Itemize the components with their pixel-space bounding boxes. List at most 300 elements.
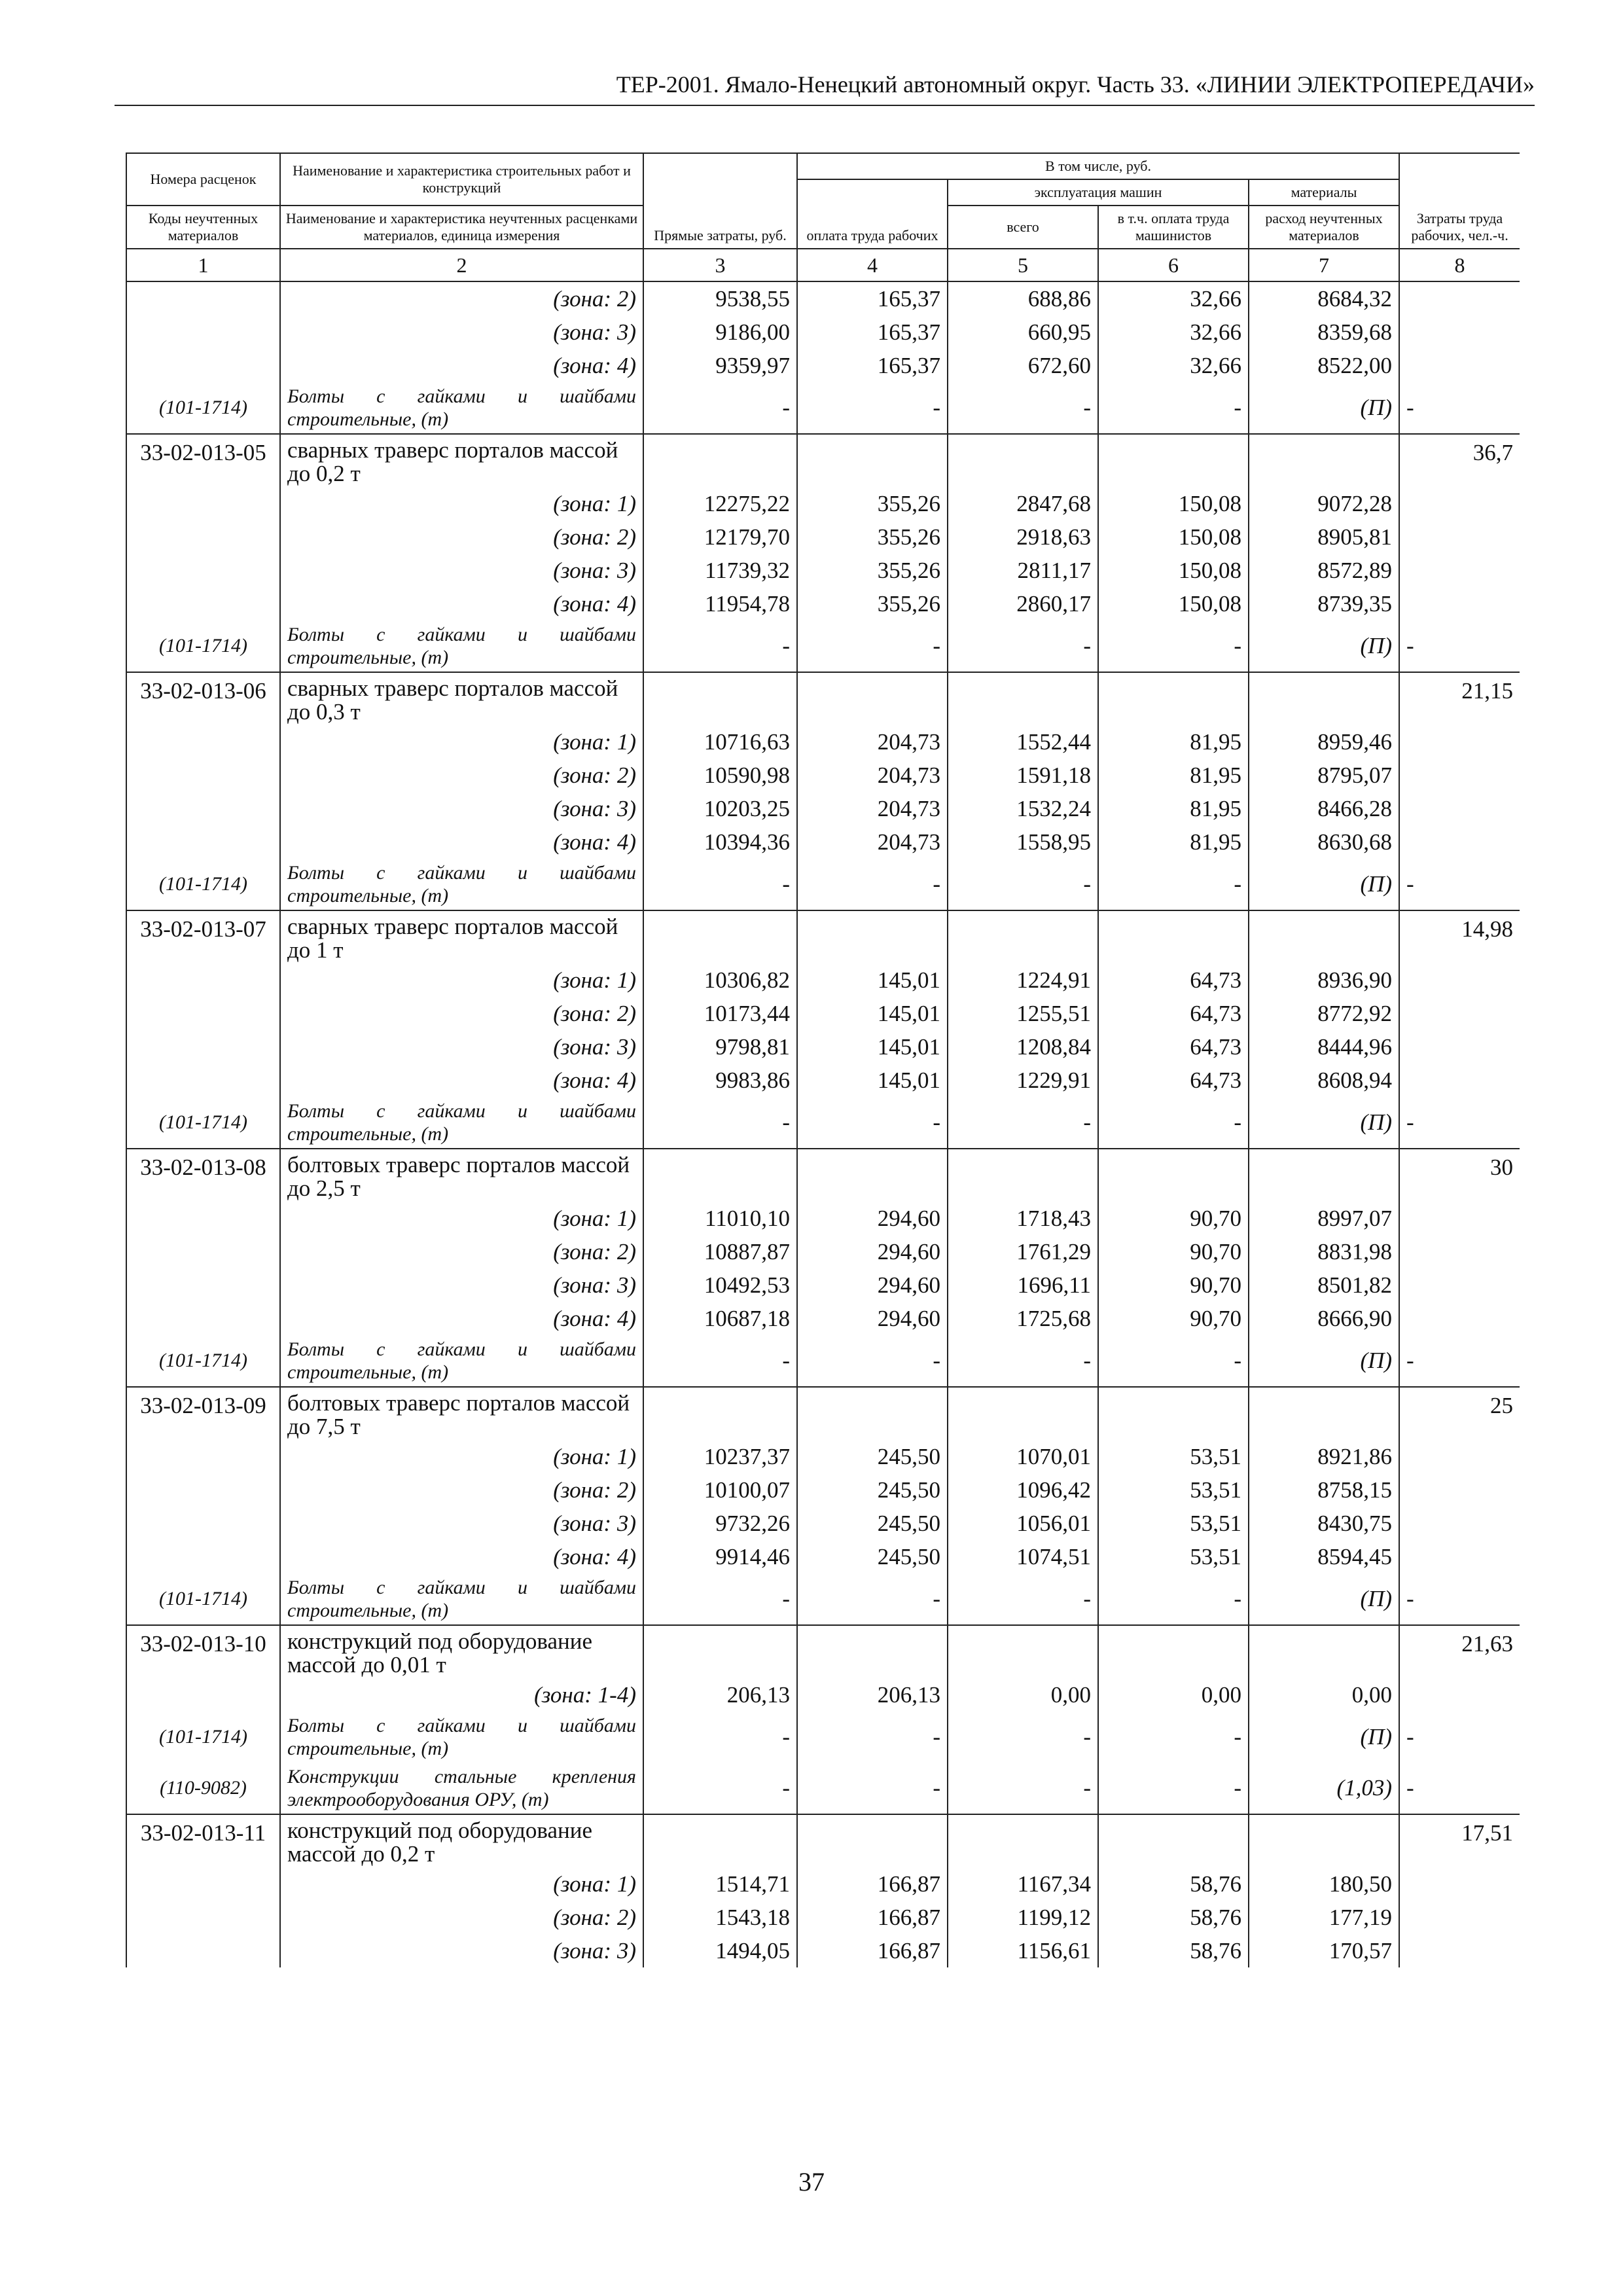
- zone-label: (зона: 1): [280, 1202, 643, 1235]
- dash-cell: -: [797, 1712, 948, 1763]
- col5-header: всего: [948, 206, 1098, 249]
- labor-wage-cell: 204,73: [797, 825, 948, 859]
- empty-cell: [948, 1625, 1098, 1678]
- zone-row: [126, 997, 1520, 1030]
- materials-header: материалы: [1249, 179, 1399, 206]
- material-row: [126, 859, 1520, 910]
- machine-total-cell: 1532,24: [948, 792, 1098, 825]
- direct-cost-cell: 10237,37: [643, 1440, 797, 1473]
- zone-row: [126, 520, 1520, 554]
- column-number: 4: [797, 249, 948, 281]
- zone-row: [126, 1235, 1520, 1268]
- dash-cell: -: [948, 382, 1098, 434]
- empty-cell: [126, 554, 280, 587]
- materials-cost-cell: 8758,15: [1249, 1473, 1399, 1507]
- empty-cell: [126, 825, 280, 859]
- rate-entry-row: [126, 1149, 1520, 1202]
- zone-label: (зона: 1-4): [280, 1678, 643, 1712]
- labor-wage-cell: 294,60: [797, 1302, 948, 1335]
- empty-cell: [1098, 434, 1249, 487]
- machine-total-cell: 2811,17: [948, 554, 1098, 587]
- zone-row: [126, 1540, 1520, 1573]
- material-row: [126, 620, 1520, 672]
- machine-total-cell: 1156,61: [948, 1934, 1098, 1967]
- machine-total-cell: 1255,51: [948, 997, 1098, 1030]
- machine-total-cell: 1199,12: [948, 1901, 1098, 1934]
- machinist-wage-cell: 90,70: [1098, 1268, 1249, 1302]
- empty-cell: [126, 1030, 280, 1064]
- labor-wage-cell: 204,73: [797, 725, 948, 759]
- machinist-wage-cell: 64,73: [1098, 1064, 1249, 1097]
- materials-cost-cell: 0,00: [1249, 1678, 1399, 1712]
- dash-cell: -: [948, 1573, 1098, 1625]
- work-name: сварных траверс порталов массой до 0,3 т: [280, 672, 643, 725]
- machine-total-cell: 1558,95: [948, 825, 1098, 859]
- col1-header-top: Номера расценок: [126, 153, 280, 206]
- empty-cell: [1399, 759, 1520, 792]
- zone-label: (зона: 3): [280, 1507, 643, 1540]
- zone-row: [126, 1934, 1520, 1967]
- zone-label: (зона: 1): [280, 725, 643, 759]
- empty-cell: [797, 1625, 948, 1678]
- dash-cell: -: [643, 382, 797, 434]
- dash-cell: -: [797, 620, 948, 672]
- zone-row: [126, 1268, 1520, 1302]
- dash-cell: -: [797, 382, 948, 434]
- machine-total-cell: 2860,17: [948, 587, 1098, 620]
- empty-cell: [126, 1302, 280, 1335]
- dash-cell: -: [1399, 859, 1520, 910]
- empty-cell: [1399, 1934, 1520, 1967]
- dash-cell: -: [643, 1712, 797, 1763]
- direct-cost-cell: 12275,22: [643, 487, 797, 520]
- dash-cell: -: [948, 859, 1098, 910]
- work-name: болтовых траверс порталов массой до 2,5 т: [280, 1149, 643, 1202]
- materials-cost-cell: 8959,46: [1249, 725, 1399, 759]
- empty-cell: [797, 910, 948, 963]
- dash-cell: -: [1399, 1763, 1520, 1814]
- dash-cell: -: [1399, 382, 1520, 434]
- col2-header-top: Наименование и характеристика строительных работ и конструкций: [280, 153, 643, 206]
- material-code: (101-1714): [126, 620, 280, 672]
- direct-cost-cell: 9538,55: [643, 281, 797, 315]
- zone-label: (зона: 4): [280, 349, 643, 382]
- material-name: Болты с гайками и шайбами строительные, (т): [280, 859, 643, 910]
- col3-header: Прямые затраты, руб.: [643, 153, 797, 249]
- dash-cell: -: [1399, 620, 1520, 672]
- material-row: [126, 382, 1520, 434]
- dash-cell: -: [797, 1097, 948, 1149]
- empty-cell: [1399, 997, 1520, 1030]
- dash-cell: -: [1098, 1763, 1249, 1814]
- machinist-wage-cell: 90,70: [1098, 1235, 1249, 1268]
- empty-cell: [948, 910, 1098, 963]
- zone-row: [126, 587, 1520, 620]
- material-name: Болты с гайками и шайбами строительные, (т): [280, 1335, 643, 1387]
- labor-hours: 17,51: [1399, 1814, 1520, 1867]
- labor-wage-cell: 165,37: [797, 315, 948, 349]
- zone-label: (зона: 2): [280, 997, 643, 1030]
- empty-cell: [1399, 315, 1520, 349]
- empty-cell: [643, 1387, 797, 1440]
- machinist-wage-cell: 64,73: [1098, 997, 1249, 1030]
- materials-cost-cell: 8572,89: [1249, 554, 1399, 587]
- labor-wage-cell: 355,26: [797, 554, 948, 587]
- labor-wage-cell: 294,60: [797, 1202, 948, 1235]
- dash-cell: -: [1098, 620, 1249, 672]
- rate-code: 33-02-013-05: [126, 434, 280, 487]
- dash-cell: -: [643, 859, 797, 910]
- empty-cell: [1399, 1202, 1520, 1235]
- empty-cell: [1098, 1387, 1249, 1440]
- header-rule: [115, 105, 1535, 106]
- empty-cell: [948, 1387, 1098, 1440]
- zone-row: [126, 1901, 1520, 1934]
- labor-wage-cell: 165,37: [797, 349, 948, 382]
- materials-cost-cell: 9072,28: [1249, 487, 1399, 520]
- materials-cost-cell: 8905,81: [1249, 520, 1399, 554]
- material-quantity: (П): [1249, 1097, 1399, 1149]
- machinist-wage-cell: 150,08: [1098, 487, 1249, 520]
- dash-cell: -: [948, 1712, 1098, 1763]
- empty-cell: [1249, 1149, 1399, 1202]
- work-name: конструкций под оборудование массой до 0,2 т: [280, 1814, 643, 1867]
- machinist-wage-cell: 150,08: [1098, 554, 1249, 587]
- empty-cell: [1098, 672, 1249, 725]
- empty-cell: [1098, 1149, 1249, 1202]
- zone-row: [126, 963, 1520, 997]
- zone-label: (зона: 3): [280, 1030, 643, 1064]
- empty-cell: [1399, 1901, 1520, 1934]
- direct-cost-cell: 9914,46: [643, 1540, 797, 1573]
- materials-cost-cell: 8684,32: [1249, 281, 1399, 315]
- table-header: [126, 153, 1520, 281]
- empty-cell: [126, 1202, 280, 1235]
- empty-cell: [1399, 1867, 1520, 1901]
- machine-total-cell: 1591,18: [948, 759, 1098, 792]
- machine-total-cell: 672,60: [948, 349, 1098, 382]
- empty-cell: [1399, 587, 1520, 620]
- labor-wage-cell: 204,73: [797, 792, 948, 825]
- direct-cost-cell: 11739,32: [643, 554, 797, 587]
- zone-label: (зона: 2): [280, 1901, 643, 1934]
- machine-total-cell: 1074,51: [948, 1540, 1098, 1573]
- material-row: [126, 1712, 1520, 1763]
- empty-cell: [126, 281, 280, 315]
- direct-cost-cell: 206,13: [643, 1678, 797, 1712]
- zone-row: [126, 1064, 1520, 1097]
- rate-entry-row: [126, 672, 1520, 725]
- empty-cell: [126, 1540, 280, 1573]
- materials-cost-cell: 8466,28: [1249, 792, 1399, 825]
- zone-label: (зона: 1): [280, 1867, 643, 1901]
- zone-row: [126, 315, 1520, 349]
- empty-cell: [1399, 520, 1520, 554]
- dash-cell: -: [797, 859, 948, 910]
- material-name: Конструкции стальные крепления электрооборудования ОРУ, (т): [280, 1763, 643, 1814]
- empty-cell: [1399, 1030, 1520, 1064]
- material-code: (101-1714): [126, 382, 280, 434]
- zone-row: [126, 792, 1520, 825]
- materials-cost-cell: 8430,75: [1249, 1507, 1399, 1540]
- rate-entry-row: [126, 910, 1520, 963]
- zone-row: [126, 1678, 1520, 1712]
- zone-row: [126, 1302, 1520, 1335]
- dash-cell: -: [643, 620, 797, 672]
- labor-wage-cell: 245,50: [797, 1540, 948, 1573]
- machine-total-cell: 1167,34: [948, 1867, 1098, 1901]
- labor-wage-cell: 166,87: [797, 1934, 948, 1967]
- zone-label: (зона: 3): [280, 315, 643, 349]
- labor-hours: 36,7: [1399, 434, 1520, 487]
- dash-cell: -: [1399, 1573, 1520, 1625]
- zone-row: [126, 759, 1520, 792]
- empty-cell: [1399, 1540, 1520, 1573]
- empty-cell: [126, 487, 280, 520]
- empty-cell: [643, 1625, 797, 1678]
- material-name: Болты с гайками и шайбами строительные, (т): [280, 1097, 643, 1149]
- materials-cost-cell: 8608,94: [1249, 1064, 1399, 1097]
- empty-cell: [126, 1235, 280, 1268]
- empty-cell: [643, 1149, 797, 1202]
- dash-cell: -: [1399, 1335, 1520, 1387]
- machinist-wage-cell: 64,73: [1098, 1030, 1249, 1064]
- empty-cell: [126, 1268, 280, 1302]
- dash-cell: -: [948, 620, 1098, 672]
- column-number: 3: [643, 249, 797, 281]
- empty-cell: [643, 434, 797, 487]
- materials-cost-cell: 8831,98: [1249, 1235, 1399, 1268]
- direct-cost-cell: 11010,10: [643, 1202, 797, 1235]
- dash-cell: -: [643, 1763, 797, 1814]
- material-code: (101-1714): [126, 1573, 280, 1625]
- column-number: 8: [1399, 249, 1520, 281]
- empty-cell: [948, 1814, 1098, 1867]
- zone-label: (зона: 4): [280, 1064, 643, 1097]
- dash-cell: -: [1098, 1097, 1249, 1149]
- empty-cell: [797, 1387, 948, 1440]
- rate-code: 33-02-013-06: [126, 672, 280, 725]
- labor-hours: 14,98: [1399, 910, 1520, 963]
- group-header: В том числе, руб.: [797, 153, 1399, 179]
- direct-cost-cell: 10590,98: [643, 759, 797, 792]
- direct-cost-cell: 10100,07: [643, 1473, 797, 1507]
- empty-cell: [1249, 1625, 1399, 1678]
- zone-label: (зона: 3): [280, 1934, 643, 1967]
- empty-cell: [1249, 672, 1399, 725]
- rate-entry-row: [126, 1625, 1520, 1678]
- material-name: Болты с гайками и шайбами строительные, (т): [280, 1712, 643, 1763]
- direct-cost-cell: 10394,36: [643, 825, 797, 859]
- labor-wage-cell: 245,50: [797, 1507, 948, 1540]
- materials-cost-cell: 8594,45: [1249, 1540, 1399, 1573]
- direct-cost-cell: 10306,82: [643, 963, 797, 997]
- empty-cell: [126, 792, 280, 825]
- material-quantity: (П): [1249, 1712, 1399, 1763]
- machine-total-cell: 1208,84: [948, 1030, 1098, 1064]
- empty-cell: [126, 1867, 280, 1901]
- zone-row: [126, 1030, 1520, 1064]
- machinist-wage-cell: 150,08: [1098, 587, 1249, 620]
- direct-cost-cell: 10716,63: [643, 725, 797, 759]
- material-code: (101-1714): [126, 859, 280, 910]
- table-body: [126, 281, 1520, 1967]
- direct-cost-cell: 10203,25: [643, 792, 797, 825]
- empty-cell: [948, 434, 1098, 487]
- zone-label: (зона: 1): [280, 963, 643, 997]
- materials-cost-cell: 8444,96: [1249, 1030, 1399, 1064]
- labor-hours: 21,63: [1399, 1625, 1520, 1678]
- materials-cost-cell: 8359,68: [1249, 315, 1399, 349]
- machine-total-cell: 2847,68: [948, 487, 1098, 520]
- rate-code: 33-02-013-10: [126, 1625, 280, 1678]
- empty-cell: [126, 1934, 280, 1967]
- empty-cell: [126, 315, 280, 349]
- material-name: Болты с гайками и шайбами строительные, (т): [280, 382, 643, 434]
- dash-cell: -: [643, 1335, 797, 1387]
- rate-entry-row: [126, 434, 1520, 487]
- machine-total-cell: 1229,91: [948, 1064, 1098, 1097]
- empty-cell: [797, 672, 948, 725]
- empty-cell: [126, 1901, 280, 1934]
- work-name: сварных траверс порталов массой до 0,2 т: [280, 434, 643, 487]
- material-row: [126, 1335, 1520, 1387]
- zone-label: (зона: 1): [280, 487, 643, 520]
- zone-row: [126, 487, 1520, 520]
- materials-cost-cell: 8921,86: [1249, 1440, 1399, 1473]
- rate-entry-row: [126, 1387, 1520, 1440]
- machinist-wage-cell: 32,66: [1098, 281, 1249, 315]
- material-code: (101-1714): [126, 1712, 280, 1763]
- col2-header-bottom: Наименование и характеристика неучтенных расценками материалов, единица измерения: [280, 206, 643, 249]
- machinist-wage-cell: 81,95: [1098, 825, 1249, 859]
- zone-row: [126, 1507, 1520, 1540]
- machinist-wage-cell: 53,51: [1098, 1507, 1249, 1540]
- labor-wage-cell: 294,60: [797, 1235, 948, 1268]
- dash-cell: -: [1098, 1712, 1249, 1763]
- machinist-wage-cell: 90,70: [1098, 1202, 1249, 1235]
- materials-cost-cell: 170,57: [1249, 1934, 1399, 1967]
- labor-wage-cell: 355,26: [797, 487, 948, 520]
- materials-cost-cell: 8501,82: [1249, 1268, 1399, 1302]
- empty-cell: [126, 759, 280, 792]
- work-name: сварных траверс порталов массой до 1 т: [280, 910, 643, 963]
- machinist-wage-cell: 53,51: [1098, 1440, 1249, 1473]
- empty-cell: [126, 349, 280, 382]
- material-quantity: (П): [1249, 382, 1399, 434]
- material-row: [126, 1573, 1520, 1625]
- zone-row: [126, 349, 1520, 382]
- direct-cost-cell: 11954,78: [643, 587, 797, 620]
- labor-wage-cell: 355,26: [797, 520, 948, 554]
- empty-cell: [1399, 487, 1520, 520]
- material-quantity: (П): [1249, 1573, 1399, 1625]
- empty-cell: [126, 1440, 280, 1473]
- machinist-wage-cell: 58,76: [1098, 1901, 1249, 1934]
- zone-label: (зона: 1): [280, 1440, 643, 1473]
- empty-cell: [1249, 910, 1399, 963]
- labor-wage-cell: 355,26: [797, 587, 948, 620]
- empty-cell: [126, 1473, 280, 1507]
- empty-cell: [1098, 1814, 1249, 1867]
- empty-cell: [1399, 1064, 1520, 1097]
- empty-cell: [797, 1149, 948, 1202]
- machinist-wage-cell: 81,95: [1098, 759, 1249, 792]
- empty-cell: [1399, 281, 1520, 315]
- empty-cell: [1399, 1678, 1520, 1712]
- materials-cost-cell: 8666,90: [1249, 1302, 1399, 1335]
- labor-wage-cell: 145,01: [797, 1030, 948, 1064]
- empty-cell: [1249, 1387, 1399, 1440]
- material-code: (101-1714): [126, 1335, 280, 1387]
- labor-wage-cell: 145,01: [797, 997, 948, 1030]
- labor-wage-cell: 245,50: [797, 1473, 948, 1507]
- dash-cell: -: [797, 1573, 948, 1625]
- empty-cell: [1249, 1814, 1399, 1867]
- dash-cell: -: [1098, 382, 1249, 434]
- rate-code: 33-02-013-08: [126, 1149, 280, 1202]
- materials-cost-cell: 8630,68: [1249, 825, 1399, 859]
- empty-cell: [126, 963, 280, 997]
- labor-hours: 25: [1399, 1387, 1520, 1440]
- column-number: 1: [126, 249, 280, 281]
- column-number: 5: [948, 249, 1098, 281]
- zone-label: (зона: 4): [280, 1540, 643, 1573]
- material-quantity: (1,03): [1249, 1763, 1399, 1814]
- labor-wage-cell: 206,13: [797, 1678, 948, 1712]
- zone-label: (зона: 3): [280, 1268, 643, 1302]
- dash-cell: -: [948, 1097, 1098, 1149]
- empty-cell: [643, 910, 797, 963]
- empty-cell: [126, 997, 280, 1030]
- machinist-wage-cell: 81,95: [1098, 725, 1249, 759]
- direct-cost-cell: 9798,81: [643, 1030, 797, 1064]
- empty-cell: [643, 672, 797, 725]
- material-code: (110-9082): [126, 1763, 280, 1814]
- column-number: 7: [1249, 249, 1399, 281]
- col6-header: в т.ч. оплата труда машинистов: [1098, 206, 1249, 249]
- dash-cell: -: [948, 1763, 1098, 1814]
- zone-label: (зона: 2): [280, 1235, 643, 1268]
- zone-label: (зона: 2): [280, 281, 643, 315]
- dash-cell: -: [1399, 1097, 1520, 1149]
- zone-row: [126, 1867, 1520, 1901]
- labor-wage-cell: 145,01: [797, 963, 948, 997]
- labor-hours: 21,15: [1399, 672, 1520, 725]
- col7-header: расход неучтенных материалов: [1249, 206, 1399, 249]
- empty-cell: [126, 587, 280, 620]
- column-number: 2: [280, 249, 643, 281]
- direct-cost-cell: 9186,00: [643, 315, 797, 349]
- zone-row: [126, 1202, 1520, 1235]
- empty-cell: [1399, 1302, 1520, 1335]
- machinist-wage-cell: 90,70: [1098, 1302, 1249, 1335]
- rate-code: 33-02-013-07: [126, 910, 280, 963]
- page-header: ТЕР-2001. Ямало-Ненецкий автономный округ. Часть 33. «ЛИНИИ ЭЛЕКТРОПЕРЕДАЧИ»: [616, 71, 1535, 98]
- direct-cost-cell: 1494,05: [643, 1934, 797, 1967]
- materials-cost-cell: 8739,35: [1249, 587, 1399, 620]
- materials-cost-cell: 8997,07: [1249, 1202, 1399, 1235]
- dash-cell: -: [797, 1335, 948, 1387]
- col4-header: оплата труда рабочих: [797, 179, 948, 249]
- rate-code: 33-02-013-11: [126, 1814, 280, 1867]
- work-name: конструкций под оборудование массой до 0,01 т: [280, 1625, 643, 1678]
- dash-cell: -: [797, 1763, 948, 1814]
- labor-wage-cell: 166,87: [797, 1867, 948, 1901]
- zone-label: (зона: 4): [280, 1302, 643, 1335]
- machinist-wage-cell: 53,51: [1098, 1540, 1249, 1573]
- col8-header: Затраты труда рабочих, чел.-ч.: [1399, 153, 1520, 249]
